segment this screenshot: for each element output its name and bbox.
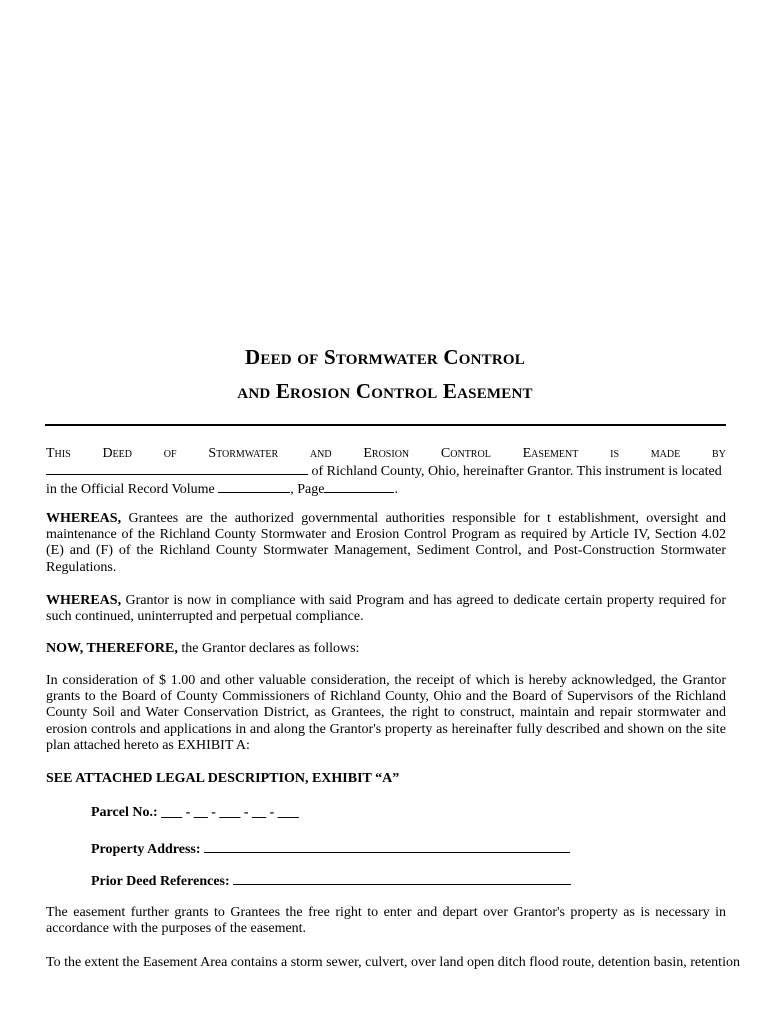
- intro-word: Stormwater: [208, 446, 279, 461]
- page-blank[interactable]: [324, 480, 394, 493]
- intro-word: and: [309, 446, 332, 461]
- now-therefore-text: the Grantor declares as follows:: [181, 641, 360, 656]
- parcel-label: Parcel No.:: [91, 805, 158, 820]
- record-volume-label: in the Official Record Volume: [46, 482, 215, 498]
- grantor-name-blank[interactable]: [46, 462, 308, 475]
- intro-word: Deed: [102, 446, 132, 461]
- prior-deed-field: [91, 872, 571, 890]
- prior-deed-blank[interactable]: [233, 872, 571, 885]
- intro-word: Control: [440, 446, 491, 461]
- intro-word: of: [163, 446, 177, 461]
- now-therefore-lead: NOW, THEREFORE,: [46, 641, 178, 656]
- document-title-line-1: Deed of Stormwater Control: [245, 345, 525, 369]
- whereas-paragraph-1: [46, 511, 726, 576]
- intro-word: by: [712, 446, 726, 461]
- see-attached-heading: SEE ATTACHED LEGAL DESCRIPTION, EXHIBIT “A”: [46, 771, 400, 786]
- intro-line-1: [46, 446, 726, 462]
- whereas-paragraph-2: [46, 593, 726, 625]
- page-label: , Page: [290, 482, 325, 498]
- intro-word: Erosion: [363, 446, 410, 461]
- title-divider: [45, 424, 726, 426]
- parcel-field: [91, 805, 299, 821]
- intro-line-2-text: of Richland County, Ohio, hereinafter Grantor. This instrument is located: [311, 464, 722, 480]
- record-volume-blank[interactable]: [218, 480, 290, 493]
- intro-line-2: [46, 462, 726, 480]
- extent-paragraph: To the extent the Easement Area contains a storm sewer, culvert, over land open ditch flood route, detention basin, retention: [46, 955, 740, 970]
- intro-word: Easement: [522, 446, 579, 461]
- document-title-line-2: and Erosion Control Easement: [237, 379, 533, 403]
- whereas-lead: WHEREAS,: [46, 593, 122, 608]
- whereas-text: Grantees are the authorized governmental authorities responsible for t establishment, oversight and maintenance of the Richland County Stormwater and Erosion Control Program as required by Article IV, Section 4.02 (E) and (F) of the Richland County Stormwater Management, Sediment Control, and Post-Construction Stormwater Regulations.: [46, 511, 726, 575]
- property-address-label: Property Address:: [91, 842, 201, 857]
- consideration-paragraph: In consideration of $ 1.00 and other valuable consideration, the receipt of which is hereby acknowledged, the Grantor grants to the Board of County Commissioners of Richland County, Ohio and the Board of Supervisors of the Richland County Soil and Water Conservation District, as Grantees, the right to construct, maintain and repair stormwater and erosion controls and applications in and along the Grantor's property as hereinafter fully described and shown on the site plan attached hereto as EXHIBIT A:: [46, 673, 726, 753]
- whereas-text: Grantor is now in compliance with said Program and has agreed to dedicate certain property required for such continued, uninterrupted and perpetual compliance.: [46, 593, 727, 625]
- parcel-pattern[interactable]: ___ - __ - ___ - __ - ___: [161, 805, 299, 820]
- intro-word: is: [610, 446, 620, 461]
- intro-word: made: [650, 446, 681, 461]
- prior-deed-label: Prior Deed References:: [91, 874, 230, 889]
- intro-line-3: [46, 480, 726, 498]
- intro-period: .: [394, 482, 398, 498]
- intro-word: This: [46, 446, 71, 461]
- further-grants-paragraph: The easement further grants to Grantees the free right to enter and depart over Grantor's property as is necessary in accordance with the purposes of the easement.: [46, 905, 726, 937]
- intro-paragraph: [46, 446, 726, 499]
- property-address-field: [91, 840, 570, 858]
- whereas-lead: WHEREAS,: [46, 511, 122, 526]
- property-address-blank[interactable]: [204, 840, 570, 853]
- now-therefore-paragraph: [46, 641, 726, 657]
